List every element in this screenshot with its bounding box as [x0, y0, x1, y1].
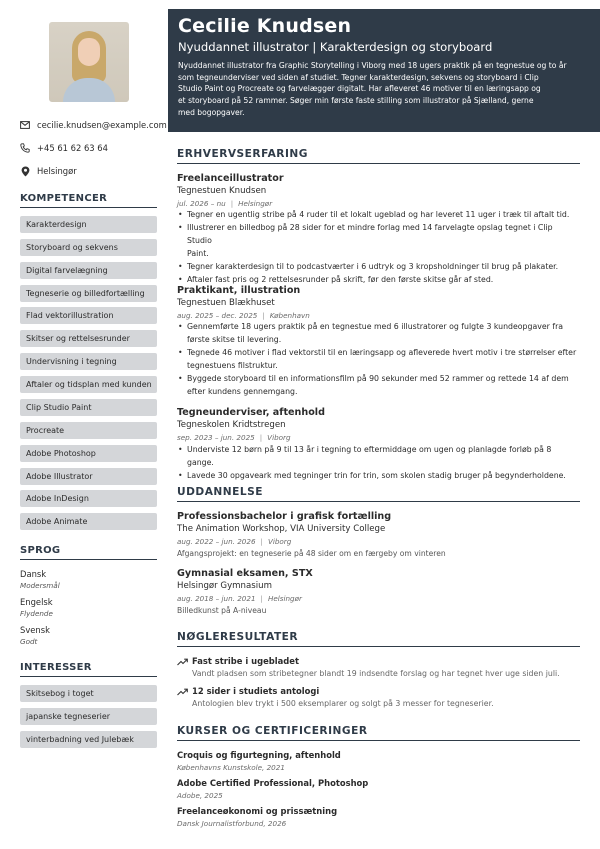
trend-up-icon: [177, 688, 188, 696]
sidebar: [0, 0, 168, 849]
language-name: Dansk: [20, 569, 47, 579]
education-meta: aug. 2022 – jun. 2026 | Viborg: [177, 537, 292, 546]
result-title: Fast stribe i ugebladet: [192, 656, 299, 666]
job-title: Praktikant, illustration: [177, 285, 301, 296]
mail-icon: [20, 120, 30, 130]
language-level: Modersmål: [20, 581, 60, 590]
candidate-name: Cecilie Knudsen: [178, 15, 352, 37]
course-title: Freelanceøkonomi og prissætning: [177, 806, 338, 816]
result-description: Antologien blev trykt i 500 eksemplarer og solgt på 3 messer for tegneserier.: [192, 699, 494, 708]
skill-tag: Karakterdesign: [20, 216, 157, 233]
education-org: The Animation Workshop, VIA University College: [177, 524, 386, 534]
education-org: Helsingør Gymnasium: [177, 581, 272, 591]
interests-heading: INTERESSER: [20, 662, 157, 677]
main-content: [168, 0, 600, 849]
skill-tag: Adobe InDesign: [20, 490, 157, 507]
result-description: Vandt pladsen som stribetegner blandt 19 indsendte forslag og har tegnet hver uge siden juli.: [192, 669, 560, 678]
language-level: Flydende: [20, 609, 53, 618]
skill-tag: Clip Studio Paint: [20, 399, 157, 416]
skills-heading: KOMPETENCER: [20, 193, 157, 208]
skill-tag: Digital farvelægning: [20, 262, 157, 279]
course-meta: Dansk Journalistforbund, 2026: [177, 819, 287, 828]
skill-tag: Tegneserie og billedfortælling: [20, 285, 157, 302]
job-bullets: • Underviste 12 børn på 9 til 13 år i tegning to eftermiddage om ugen og planlagde forløb på 8 gange. • Lavede 30 opgaveark med tegninger trin for trin, som skolen stadig bruger på begynderholdene.: [177, 444, 579, 483]
skill-tag: Procreate: [20, 422, 157, 439]
education-note: Billedkunst på A-niveau: [177, 606, 267, 615]
results-heading: NØGLERESULTATER: [177, 631, 580, 647]
job-bullets: • Gennemførte 18 ugers praktik på en tegnestue med 6 illustratorer og fulgte 3 kundeopgaver fra første skitse til levering. • Tegnede 46 motiver i flad vektorstil til en læringsapp og afleverede hvert motiv i tre størrelser efter tegnestuens filstruktur. • Byggede storyboard til en informationsfilm på 90 sekunder med 52 rammer og rettede 14 af dem efter kundens gennemgang.: [177, 321, 579, 398]
job-meta: aug. 2025 – dec. 2025 | København: [177, 311, 310, 320]
interest-tag: japanske tegneserier: [20, 708, 157, 725]
phone-icon: [20, 143, 30, 153]
trend-up-icon: [177, 658, 188, 666]
job-title: Freelanceillustrator: [177, 173, 284, 184]
language-level: Godt: [20, 637, 38, 646]
skill-tag: Adobe Photoshop: [20, 445, 157, 462]
skill-tag: Flad vektorillustration: [20, 307, 157, 324]
profile-photo: [49, 22, 129, 102]
job-org: Tegneskolen Kridtstregen: [177, 420, 286, 430]
candidate-title: Nyuddannet illustrator | Karakterdesign og storyboard: [178, 40, 493, 54]
job-meta: sep. 2023 – jun. 2025 | Viborg: [177, 433, 291, 442]
profile-summary: Nyuddannet illustrator fra Graphic Storytelling i Viborg med 18 ugers praktik på en tegnestue og to år som tegneunderviser ved siden af studiet. Tegner karakterdesign, sekvens og storyboard i Clip Studio Paint og Procreate og farvelægger digitalt. Har afleveret 46 motiver til en læringsapp og et storyboard på 52 rammer. Søger min første faste stilling som illustrator på Sjælland, gerne med bogopgaver.: [178, 61, 567, 117]
course-title: Adobe Certified Professional, Photoshop: [177, 778, 369, 788]
education-title: Professionsbachelor i grafisk fortælling: [177, 511, 392, 522]
result-title: 12 sider i studiets antologi: [192, 686, 320, 696]
job-title: Tegneunderviser, aftenhold: [177, 407, 325, 418]
experience-heading: ERHVERVSERFARING: [177, 148, 580, 164]
interest-tag: vinterbadning ved Julebæk: [20, 731, 157, 748]
languages-heading: SPROG: [20, 545, 157, 560]
education-meta: aug. 2018 – jun. 2021 | Helsingør: [177, 594, 302, 603]
contact-phone[interactable]: +45 61 62 63 64: [20, 143, 108, 153]
language-name: Svensk: [20, 625, 50, 635]
education-note: Afgangsprojekt: en tegneserie på 48 sider om en færgeby om vinteren: [177, 549, 446, 558]
education-title: Gymnasial eksamen, STX: [177, 568, 313, 579]
skill-tag: Storyboard og sekvens: [20, 239, 157, 256]
language-name: Engelsk: [20, 597, 53, 607]
header-banner: [168, 9, 600, 132]
education-heading: UDDANNELSE: [177, 486, 580, 502]
course-title: Croquis og figurtegning, aftenhold: [177, 750, 341, 760]
location-pin-icon: [20, 166, 30, 176]
job-org: Tegnestuen Blækhuset: [177, 298, 275, 308]
job-meta: jul. 2026 – nu | Helsingør: [177, 199, 273, 208]
skill-tag: Skitser og rettelsesrunder: [20, 330, 157, 347]
courses-heading: KURSER OG CERTIFICERINGER: [177, 725, 580, 741]
job-org: Tegnestuen Knudsen: [177, 186, 267, 196]
course-meta: Adobe, 2025: [177, 791, 223, 800]
contact-location: Helsingør: [20, 166, 77, 176]
job-bullets: • Tegner en ugentlig stribe på 4 ruder til et lokalt ugeblad og har leveret 11 uger i træk til aftalt tid. • Illustrerer en billedbog på 28 sider for et mindre forlag med 14 farvelagte opslag tegnet i Clip Studio Paint. • Tegner karakterdesign til to podcastværter i 6 udtryk og 3 kropsholdninger til brug på plakater. • Aftaler fast pris og 2 rettelsesrunder på skrift, før den første skitse går af sted.: [177, 209, 579, 286]
contact-email[interactable]: cecilie.knudsen@example.com: [20, 120, 167, 130]
skill-tag: Undervisning i tegning: [20, 353, 157, 370]
skill-tag: Adobe Animate: [20, 513, 157, 530]
course-meta: Københavns Kunstskole, 2021: [177, 763, 285, 772]
interest-tag: Skitsebog i toget: [20, 685, 157, 702]
skill-tag: Aftaler og tidsplan med kunden: [20, 376, 157, 393]
skill-tag: Adobe Illustrator: [20, 468, 157, 485]
